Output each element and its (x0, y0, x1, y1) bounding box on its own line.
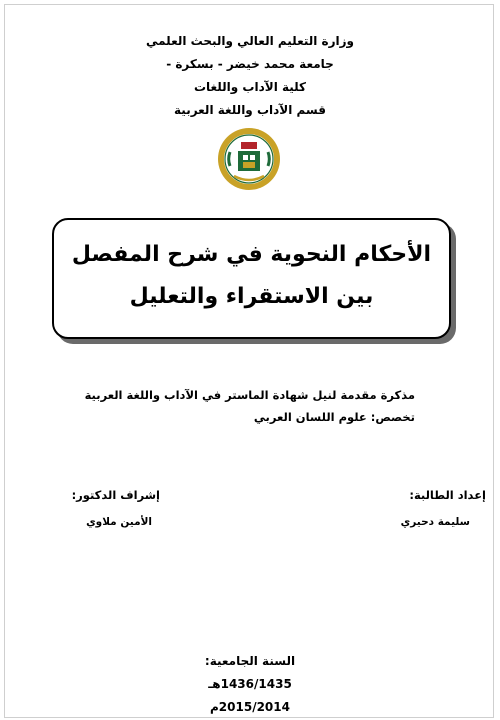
academic-year-label: السنة الجامعية: (204, 654, 296, 668)
memo-info (85, 384, 415, 428)
academic-year-block (0, 650, 500, 719)
institution-header (0, 30, 500, 122)
student-name: سليمة دحيري (400, 516, 470, 528)
ministry-name: وزارة التعليم العالي والبحث العلمي (145, 34, 355, 48)
student-label: إعداد الطالبة: (409, 488, 486, 502)
supervisor-label: إشراف الدكتور: (71, 488, 160, 502)
university-name: جامعة محمد خيضر - بسكرة - (166, 57, 334, 71)
department-name: قسم الآداب واللغة العربية (174, 103, 326, 117)
university-seal-icon (216, 126, 282, 192)
supervisor-name: الأمين ملاوي (86, 516, 152, 528)
academic-year-gregorian: 2015/2014م (210, 700, 290, 714)
faculty-name: كلية الآداب واللغات (193, 80, 307, 94)
thesis-title-line-2: بين الاستقراء والتعليل (129, 284, 374, 309)
memo-description: مذكرة مقدمة لنيل شهادة الماستر في الآداب واللغة العربية (84, 388, 415, 402)
thesis-title-line-1: الأحكام النحوية في شرح المفصل (71, 242, 432, 267)
academic-year-hijri: 1436/1435هـ (208, 677, 292, 691)
thesis-title-box (52, 218, 451, 339)
memo-specialty: تخصص: علوم اللسان العربي (253, 410, 415, 424)
